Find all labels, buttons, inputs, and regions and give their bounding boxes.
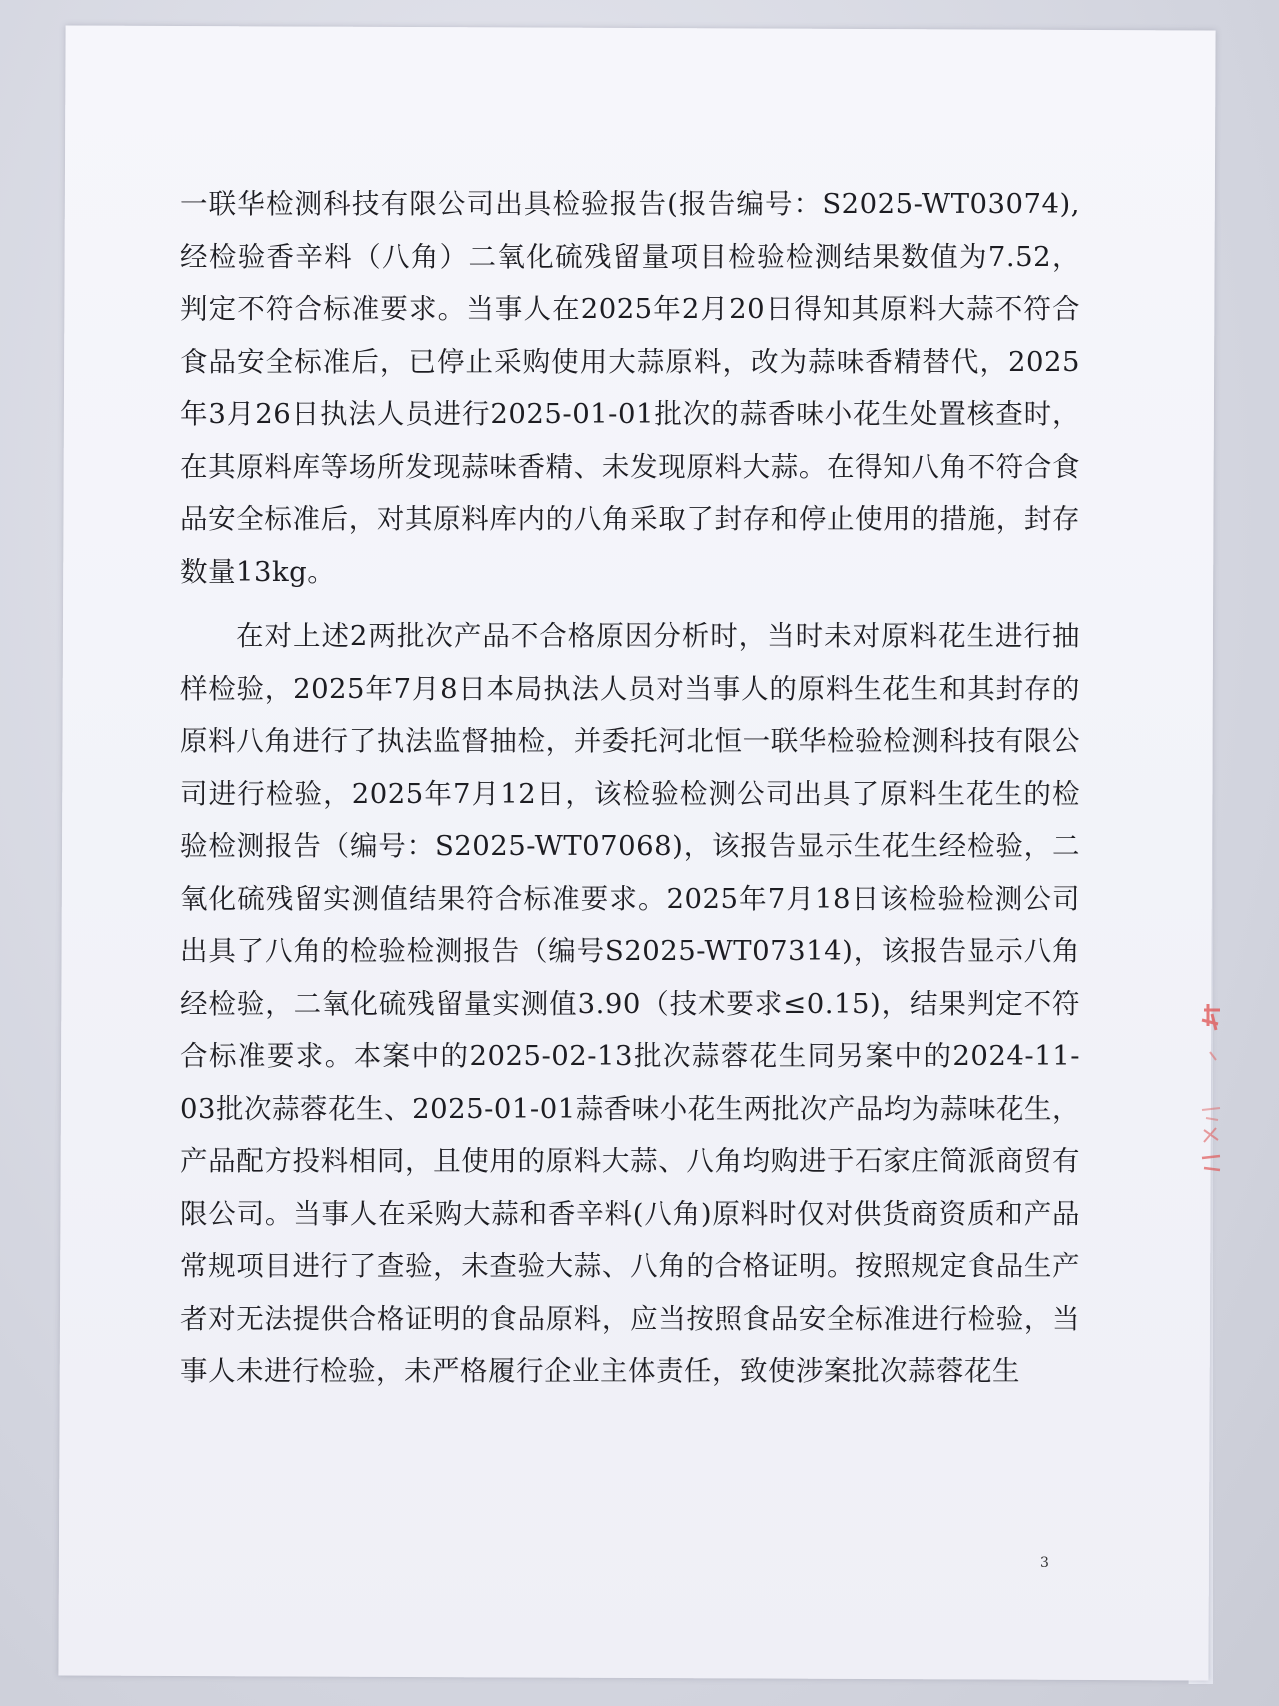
paragraph-2: 在对上述2两批次产品不合格原因分析时，当时未对原料花生进行抽样检验，2025年7月8日本局执法人员对当事人的原料生花生和其封存的原料八角进行了执法监督抽检，并委托河北恒一联华检验检测科技有限公司进行检验，2025年7月12日，该检验检测公司出具了原料生花生的检验检测报告（编号：S2025-WT07068)，该报告显示生花生经检验，二氧化硫残留实测值结果符合标准要求。2025年7月18日该检验检测公司出具了八角的检验检测报告（编号S2025-WT07314)，该报告显示八角经检验，二氧化硫残留量实测值3.90（技术要求≤0.15)，结果判定不符合标准要求。本案中的2025-02-13批次蒜蓉花生同另案中的2024-11-03批次蒜蓉花生、2025-01-01蒜香味小花生两批次产品均为蒜味花生，产品配方投料相同，且使用的原料大蒜、八角均购进于石家庄简派商贸有限公司。当事人在采购大蒜和香辛料(八角)原料时仅对供货商资质和产品常规项目进行了查验，未查验大蒜、八角的合格证明。按照规定食品生产者对无法提供合格证明的食品原料，应当按照食品安全标准进行检验，当事人未进行检验，未严格履行企业主体责任，致使涉案批次蒜蓉花生 [180, 620, 1080, 1387]
red-seal-stamp-fragment [1190, 990, 1224, 1190]
document-body [180, 178, 1080, 1398]
page-number: 3 [1040, 1555, 1049, 1571]
paragraph-1: 一联华检测科技有限公司出具检验报告(报告编号：S2025-WT03074),经检验香辛料（八角）二氧化硫残留量项目检验检测结果数值为7.52，判定不符合标准要求。当事人在2025年2月20日得知其原料大蒜不符合食品安全标准后，已停止采购使用大蒜原料，改为蒜味香精替代，2025年3月26日执法人员进行2025-01-01批次的蒜香味小花生处置核查时，在其原料库等场所发现蒜味香精、未发现原料大蒜。在得知八角不符合食品安全标准后，对其原料库内的八角采取了封存和停止使用的措施，封存数量13kg。 [180, 188, 1080, 588]
